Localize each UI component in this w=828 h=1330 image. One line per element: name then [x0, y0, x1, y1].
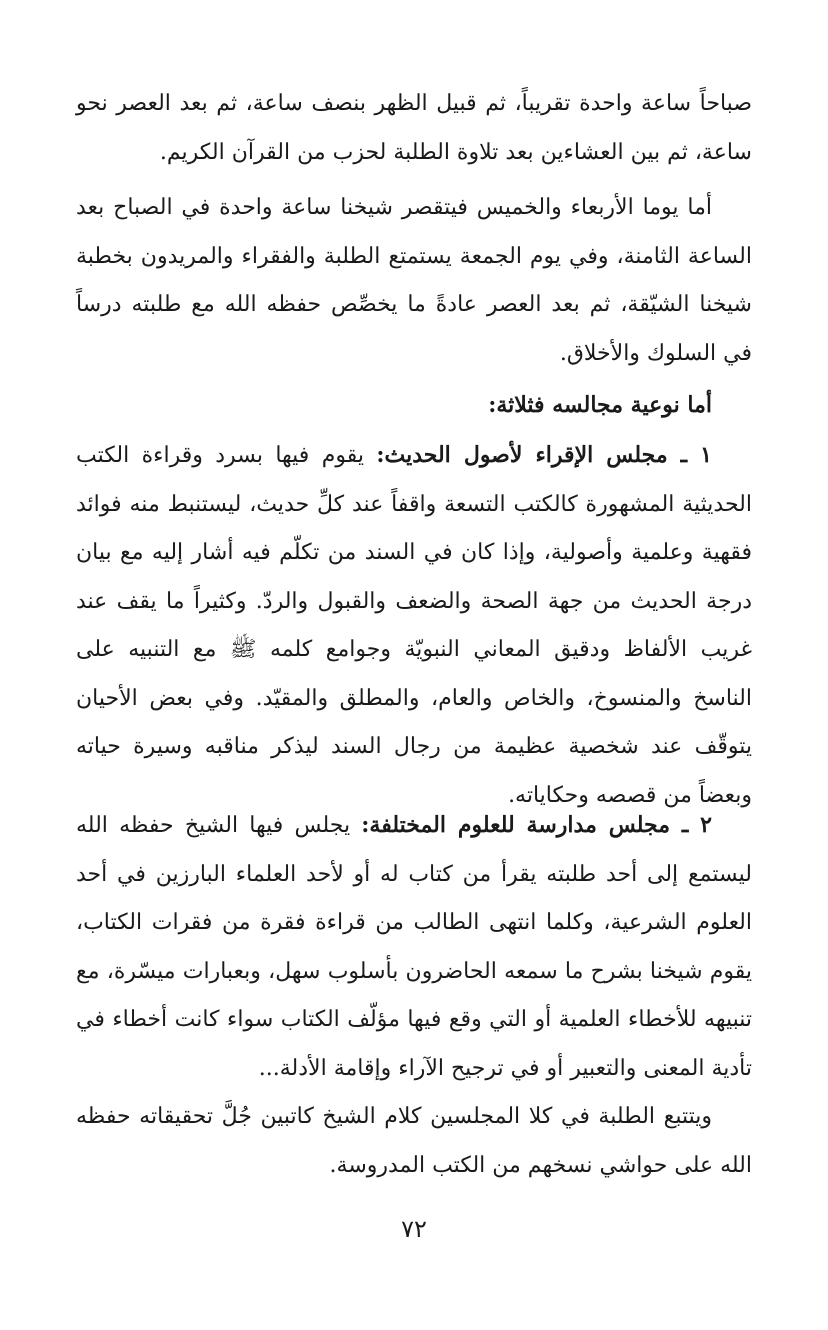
paragraph-text: أما نوعية مجالسه فثلاثة:: [488, 392, 712, 418]
paragraph-session-hadith: [76, 431, 752, 820]
paragraph-text: أما يوما الأربعاء والخميس فيتقصر شيخنا ساعة واحدة في الصباح بعد الساعة الثامنة، وفي يوم الجمعة يستمتع الطلبة والفقراء والمريدون بخطبة شيخنا الشيّقة، ثم بعد العصر عادةً ما يخصِّص حفظه الله مع طلبته درساً في السلوك والأخلاق.: [76, 195, 752, 366]
session-body: يقوم فيها بسرد وقراءة الكتب الحديثية المشهورة كالكتب التسعة واقفاً عند كلِّ حديث، ليستنبط منه فوائد فقهية وعلمية وأصولية، وإذا كان في السند من تكلّم فيه أشار إليه مع بيان درجة الحديث من جهة الصحة والضعف والقبول والردّ. وكثيراً ما يقف عند غريب الألفاظ ودقيق المعاني النبويّة وجوامع كلمه ﷺ مع التنبيه على الناسخ والمنسوخ، والخاص والعام، والمطلق والمقيّد. وفي بعض الأحيان يتوقّف عند شخصية عظيمة من رجال السند ليذكر مناقبه وسيرة حياته وبعضاً من قصصه وحكاياته.: [76, 443, 752, 808]
session-body: يجلس فيها الشيخ حفظه الله ليستمع إلى أحد طلبته يقرأ من كتاب له أو لأحد العلماء البارزين في أحد العلوم الشرعية، وكلما انتهى الطالب من قراءة فقرة من فقرات الكتاب، يقوم شيخنا بشرح ما سمعه الحاضرون بأسلوب سهل، وبعبارات ميسّرة، مع تنبيهه للأخطاء العلمية أو التي وقع فيها مؤلّف الكتاب سواء كانت أخطاء في تأدية المعنى والتعبير أو في ترجيح الآراء وإقامة الأدلة...: [76, 813, 752, 1081]
session-heading: ٢ ـ مجلس مدارسة للعلوم المختلفة:: [361, 812, 712, 838]
page-number: ٧٢: [401, 1215, 427, 1243]
paragraph-schedule-weekly: [76, 184, 752, 378]
paragraph-session-sciences: [76, 801, 752, 1093]
paragraph-sessions-intro: [76, 381, 752, 430]
paragraph-text: [76, 431, 752, 820]
paragraph-students-notes: [76, 1093, 752, 1190]
session-heading: ١ ـ مجلس الإقراء لأصول الحديث:: [376, 442, 712, 468]
paragraph-text: صباحاً ساعة واحدة تقريباً، ثم قبيل الظهر بنصف ساعة، ثم بعد العصر نحو ساعة، ثم بين العشاءين بعد تلاوة الطلبة لحزب من القرآن الكريم.: [76, 91, 752, 165]
paragraph-text: [76, 801, 752, 1093]
paragraph-text: ويتتبع الطلبة في كلا المجلسين كلام الشيخ كاتبين جُلَّ تحقيقاته حفظه الله على حواشي نسخهم من الكتب المدروسة.: [76, 1104, 752, 1178]
paragraph-schedule-daily: [76, 80, 752, 177]
